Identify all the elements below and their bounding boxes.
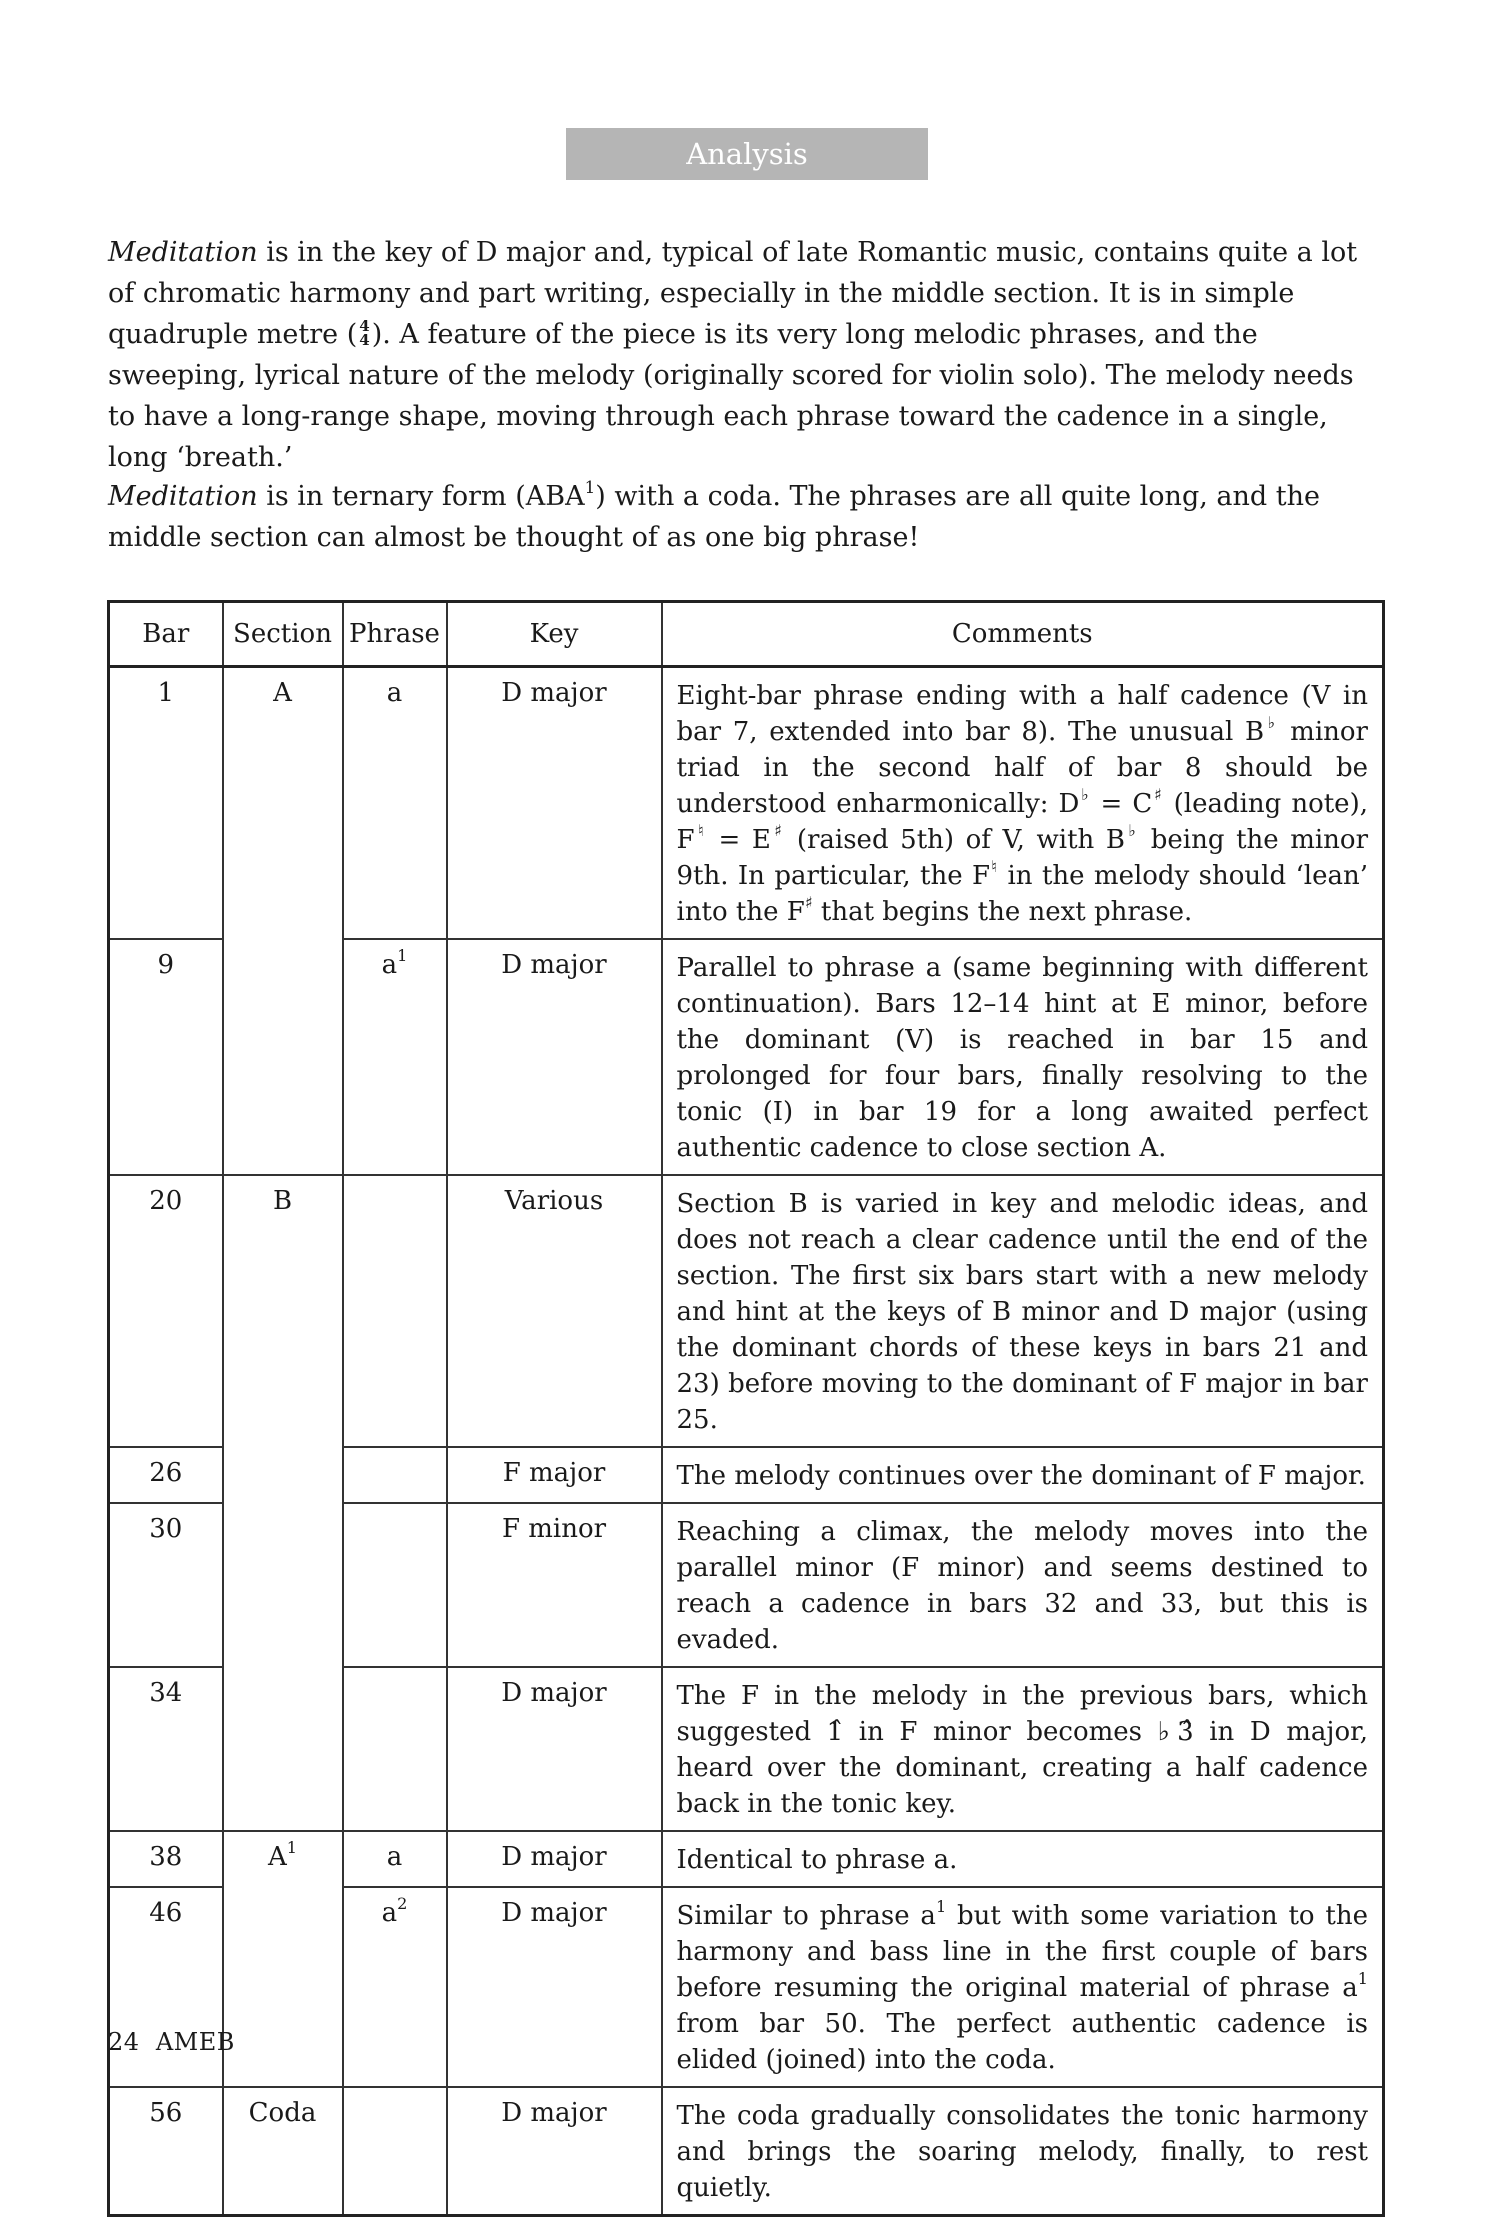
page-number: 24 (108, 2028, 140, 2056)
accidental: ♯ (1152, 784, 1164, 804)
cell-comment (662, 667, 1384, 940)
table-row (109, 1887, 1384, 2087)
cell-section (223, 1667, 343, 1831)
comment-text: in the melody should ‘lean’ into the F (676, 861, 1368, 927)
cell-phrase (343, 1175, 447, 1447)
cell-comment: Identical to phrase a. (662, 1831, 1384, 1887)
intro-text: ). A feature of the piece is its very long melodic phrases, and the sweeping, lyrical nature of the melody (originally scored for violin solo). The melody needs to have a long-range shape, moving through each phrase toward the cadence in a single, long ‘breath.’ (108, 319, 1354, 473)
cell-bar: 9 (109, 939, 223, 1175)
cell-phrase (343, 1667, 447, 1831)
cell-comment (662, 1887, 1384, 2087)
section-label: A (267, 1842, 287, 1872)
comment-text: Eight-bar phrase ending with a half cadence (V in bar 7, extended into bar 8). The unusual B (676, 681, 1368, 747)
publisher-name: AMEB (155, 2028, 235, 2056)
table-row (109, 667, 1384, 940)
table-row (109, 1447, 1384, 1503)
comment-text: being the minor 9th. In particular, the F (676, 825, 1369, 891)
cell-phrase: a (343, 1831, 447, 1887)
table-row (109, 1831, 1384, 1887)
table-row (109, 2087, 1384, 2216)
comment-text: minor triad in the second half of bar 8 should be understood enharmonically: D (676, 717, 1368, 819)
accidental: ♭ (1264, 712, 1279, 732)
cell-section (223, 939, 343, 1175)
cell-bar: 56 (109, 2087, 223, 2216)
cell-phrase (343, 2087, 447, 2216)
cell-phrase: a (343, 667, 447, 940)
table-row (109, 1175, 1384, 1447)
header-key: Key (447, 602, 662, 667)
table-row (109, 939, 1384, 1175)
page-footer (108, 2028, 235, 2056)
comment-text: The F in the melody in the previous bars, which suggested (676, 1681, 1368, 1747)
section-heading: Analysis (566, 128, 928, 180)
cell-comment: Reaching a climax, the melody moves into the parallel minor (F minor) and seems destined to reach a cadence in bars 32 and 33, but this is evaded. (662, 1503, 1384, 1667)
cell-comment: The melody continues over the dominant of F major. (662, 1447, 1384, 1503)
comment-text: in D major, heard over the dominant, creating a half cadence back in the tonic key. (676, 1717, 1368, 1819)
cell-phrase (343, 1447, 447, 1503)
superscript: 1 (1357, 1968, 1368, 1988)
scale-degree: ♭3̂ (1157, 1717, 1194, 1747)
header-phrase: Phrase (343, 602, 447, 667)
cell-phrase (343, 1887, 447, 2087)
comment-text: = E (706, 825, 771, 855)
accidental: ♭ (1079, 784, 1091, 804)
piece-title: Meditation (108, 237, 258, 268)
comment-text: (raised 5th) of V, with B (785, 825, 1125, 855)
meter-denominator: 4 (359, 330, 370, 349)
time-signature (359, 316, 370, 349)
superscript: 1 (935, 1896, 947, 1916)
cell-key: D major (447, 1831, 662, 1887)
header-comments: Comments (662, 602, 1384, 667)
accidental: ♯ (770, 820, 786, 840)
cell-bar: 46 (109, 1887, 223, 2087)
cell-comment: Parallel to phrase a (same beginning with different continuation). Bars 12–14 hint at E minor, before the dominant (V) is reached in bar 15 and prolonged for four bars, finally resolving to the tonic (I) in bar 19 for a long awaited perfect authentic cadence to close section A. (662, 939, 1384, 1175)
cell-section: A (223, 667, 343, 940)
accidental: ♮ (694, 820, 707, 840)
table-row (109, 1503, 1384, 1667)
comment-text: Similar to phrase a (676, 1901, 936, 1931)
comment-text: (leading note), F (676, 789, 1368, 855)
intro-paragraph-1 (108, 232, 1385, 478)
cell-bar: 38 (109, 1831, 223, 1887)
header-section: Section (223, 602, 343, 667)
accidental: ♮ (990, 856, 999, 876)
scale-degree: 1̂ (826, 1717, 844, 1747)
cell-bar: 1 (109, 667, 223, 940)
intro-text: ) with a coda. The phrases are all quite long, and the middle section can almost be thought of as one big phrase! (108, 481, 1320, 553)
phrase-label: a (381, 950, 398, 980)
cell-bar: 20 (109, 1175, 223, 1447)
superscript: 1 (584, 476, 596, 497)
cell-key: D major (447, 1667, 662, 1831)
analysis-table (107, 600, 1385, 2217)
comment-text: = C (1090, 789, 1153, 819)
cell-key: D major (447, 667, 662, 940)
cell-section (223, 1447, 343, 1503)
meter-numerator: 4 (359, 316, 370, 335)
cell-section (223, 1831, 343, 1887)
cell-key: F major (447, 1447, 662, 1503)
cell-phrase (343, 1503, 447, 1667)
piece-title: Meditation (108, 481, 258, 512)
cell-bar: 30 (109, 1503, 223, 1667)
header-bar: Bar (109, 602, 223, 667)
cell-bar: 26 (109, 1447, 223, 1503)
comment-text: from bar 50. The perfect authentic cadence is elided (joined) into the coda. (676, 2009, 1368, 2075)
superscript: 2 (397, 1893, 408, 1913)
intro-text: is in ternary form (ABA (257, 481, 585, 512)
cell-phrase (343, 939, 447, 1175)
table-row (109, 1667, 1384, 1831)
cell-comment (662, 1667, 1384, 1831)
cell-comment: The coda gradually consolidates the tonic harmony and brings the soaring melody, finally, to rest quietly. (662, 2087, 1384, 2216)
cell-section: B (223, 1175, 343, 1447)
intro-paragraph-2 (108, 476, 1385, 558)
superscript: 1 (286, 1837, 298, 1857)
cell-key: F minor (447, 1503, 662, 1667)
accidental: ♭ (1124, 820, 1140, 840)
cell-section: Coda (223, 2087, 343, 2216)
cell-key: D major (447, 939, 662, 1175)
cell-section (223, 1887, 343, 2087)
cell-key: D major (447, 2087, 662, 2216)
cell-bar: 34 (109, 1667, 223, 1831)
intro-text: is in the key of D major and, typical of late Romantic music, contains quite a lot of chromatic harmony and part writing, especially in the middle section. It is in simple quadruple metre ( (108, 237, 1358, 350)
table-header-row (109, 602, 1384, 667)
cell-comment: Section B is varied in key and melodic ideas, and does not reach a clear cadence until the end of the section. The first six bars start with a new melody and hint at the keys of B minor and D major (using the dominant chords of these keys in bars 21 and 23) before moving to the dominant of F major in bar 25. (662, 1175, 1384, 1447)
phrase-label: a (381, 1898, 398, 1928)
comment-text: in F minor becomes (843, 1717, 1158, 1747)
cell-section (223, 1503, 343, 1667)
cell-key: Various (447, 1175, 662, 1447)
comment-text: that begins the next phrase. (812, 897, 1193, 927)
cell-key: D major (447, 1887, 662, 2087)
comment-text: but with some variation to the harmony and bass line in the first couple of bars before resuming the original material of phrase a (676, 1901, 1368, 2003)
superscript: 1 (397, 945, 408, 965)
accidental: ♯ (804, 892, 813, 912)
